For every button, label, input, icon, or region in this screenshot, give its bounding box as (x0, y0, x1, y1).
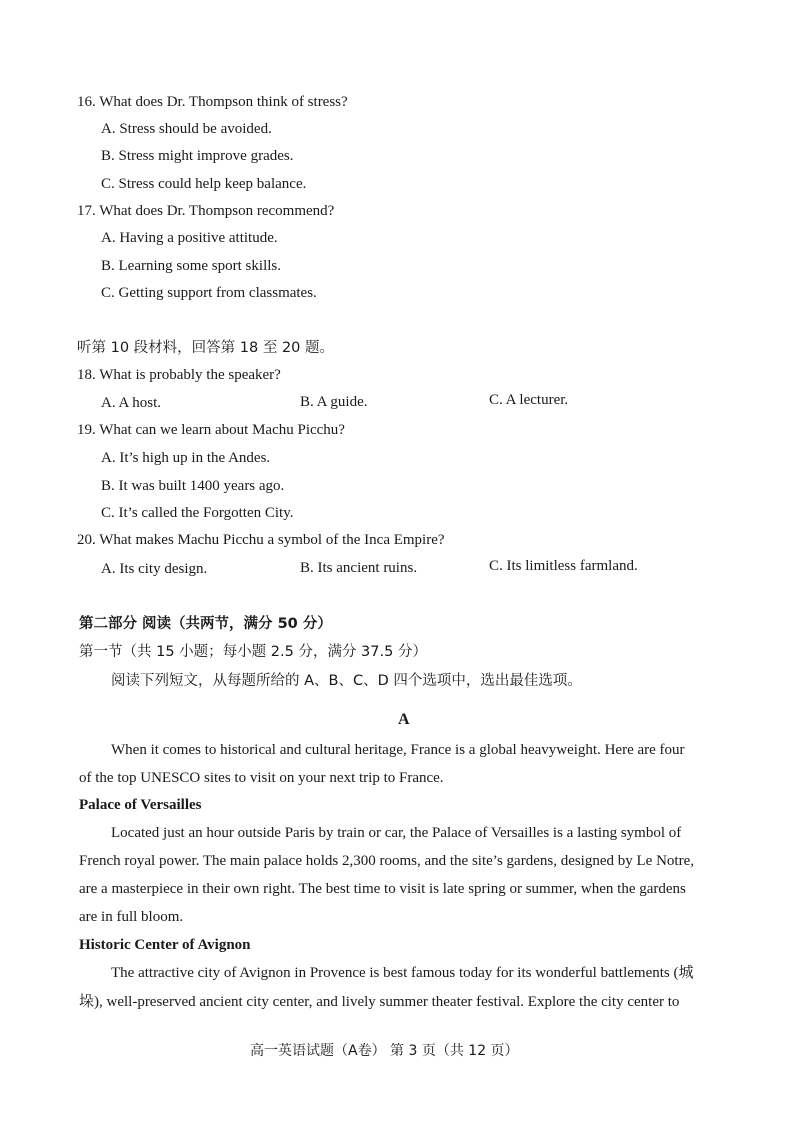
question-17-option-c: C. Getting support from classmates. (101, 285, 317, 301)
question-16-option-c: C. Stress could help keep balance. (101, 176, 307, 192)
question-17-option-a: A. Having a positive attitude. (101, 230, 278, 246)
question-16-option-b: B. Stress might improve grades. (101, 148, 294, 164)
site-2-line-2: 垛), well-preserved ancient city center, and lively summer theater festival. Explore the city center to (79, 994, 680, 1010)
question-19-stem: 19. What can we learn about Machu Picchu? (77, 422, 345, 438)
question-18-option-a: A. A host. (101, 395, 162, 411)
reading-section-heading: 第一节（共 15 小题；每小题 2.5 分，满分 37.5 分） (79, 644, 427, 660)
question-20-option-b: B. Its ancient ruins. (300, 560, 418, 576)
site-1-line-4: are in full bloom. (79, 909, 184, 925)
question-20-option-a: A. Its city design. (101, 561, 208, 577)
question-16-option-a: A. Stress should be avoided. (101, 121, 272, 137)
question-18-option-b: B. A guide. (300, 394, 368, 410)
listening-section-10-instruction: 听第 10 段材料，回答第 18 至 20 题。 (77, 340, 335, 356)
reading-part-heading: 第二部分 阅读（共两节，满分 50 分） (79, 616, 332, 632)
question-20-stem: 20. What makes Machu Picchu a symbol of the Inca Empire? (77, 532, 445, 548)
page-footer: 高一英语试题（A卷） 第 3 页（共 12 页） (250, 1043, 519, 1059)
question-19-option-b: B. It was built 1400 years ago. (101, 478, 285, 494)
site-1-line-2: French royal power. The main palace holds 2,300 rooms, and the site’s gardens, designed by Le Notre, (79, 853, 694, 869)
question-16-stem: 16. What does Dr. Thompson think of stress? (77, 94, 348, 110)
question-18-option-c: C. A lecturer. (489, 392, 569, 408)
site-1-title: Palace of Versailles (79, 797, 202, 813)
question-19-option-a: A. It’s high up in the Andes. (101, 450, 271, 466)
passage-intro-line-2: of the top UNESCO sites to visit on your next trip to France. (79, 770, 444, 786)
site-2-title: Historic Center of Avignon (79, 937, 251, 953)
question-18-stem: 18. What is probably the speaker? (77, 367, 281, 383)
question-20-option-c: C. Its limitless farmland. (489, 558, 638, 574)
passage-label: A (398, 711, 410, 728)
site-1-line-3: are a masterpiece in their own right. The best time to visit is late spring or summer, when the gardens (79, 881, 686, 897)
question-19-option-c: C. It’s called the Forgotten City. (101, 505, 294, 521)
passage-intro-line-1: When it comes to historical and cultural heritage, France is a global heavyweight. Here are four (111, 742, 685, 758)
site-1-line-1: Located just an hour outside Paris by train or car, the Palace of Versailles is a lasting symbol of (111, 825, 682, 841)
site-2-line-1: The attractive city of Avignon in Provence is best famous today for its wonderful battlements (城 (111, 965, 694, 981)
question-17-stem: 17. What does Dr. Thompson recommend? (77, 203, 335, 219)
question-17-option-b: B. Learning some sport skills. (101, 258, 281, 274)
reading-instruction: 阅读下列短文，从每题所给的 A、B、C、D 四个选项中，选出最佳选项。 (111, 673, 582, 689)
